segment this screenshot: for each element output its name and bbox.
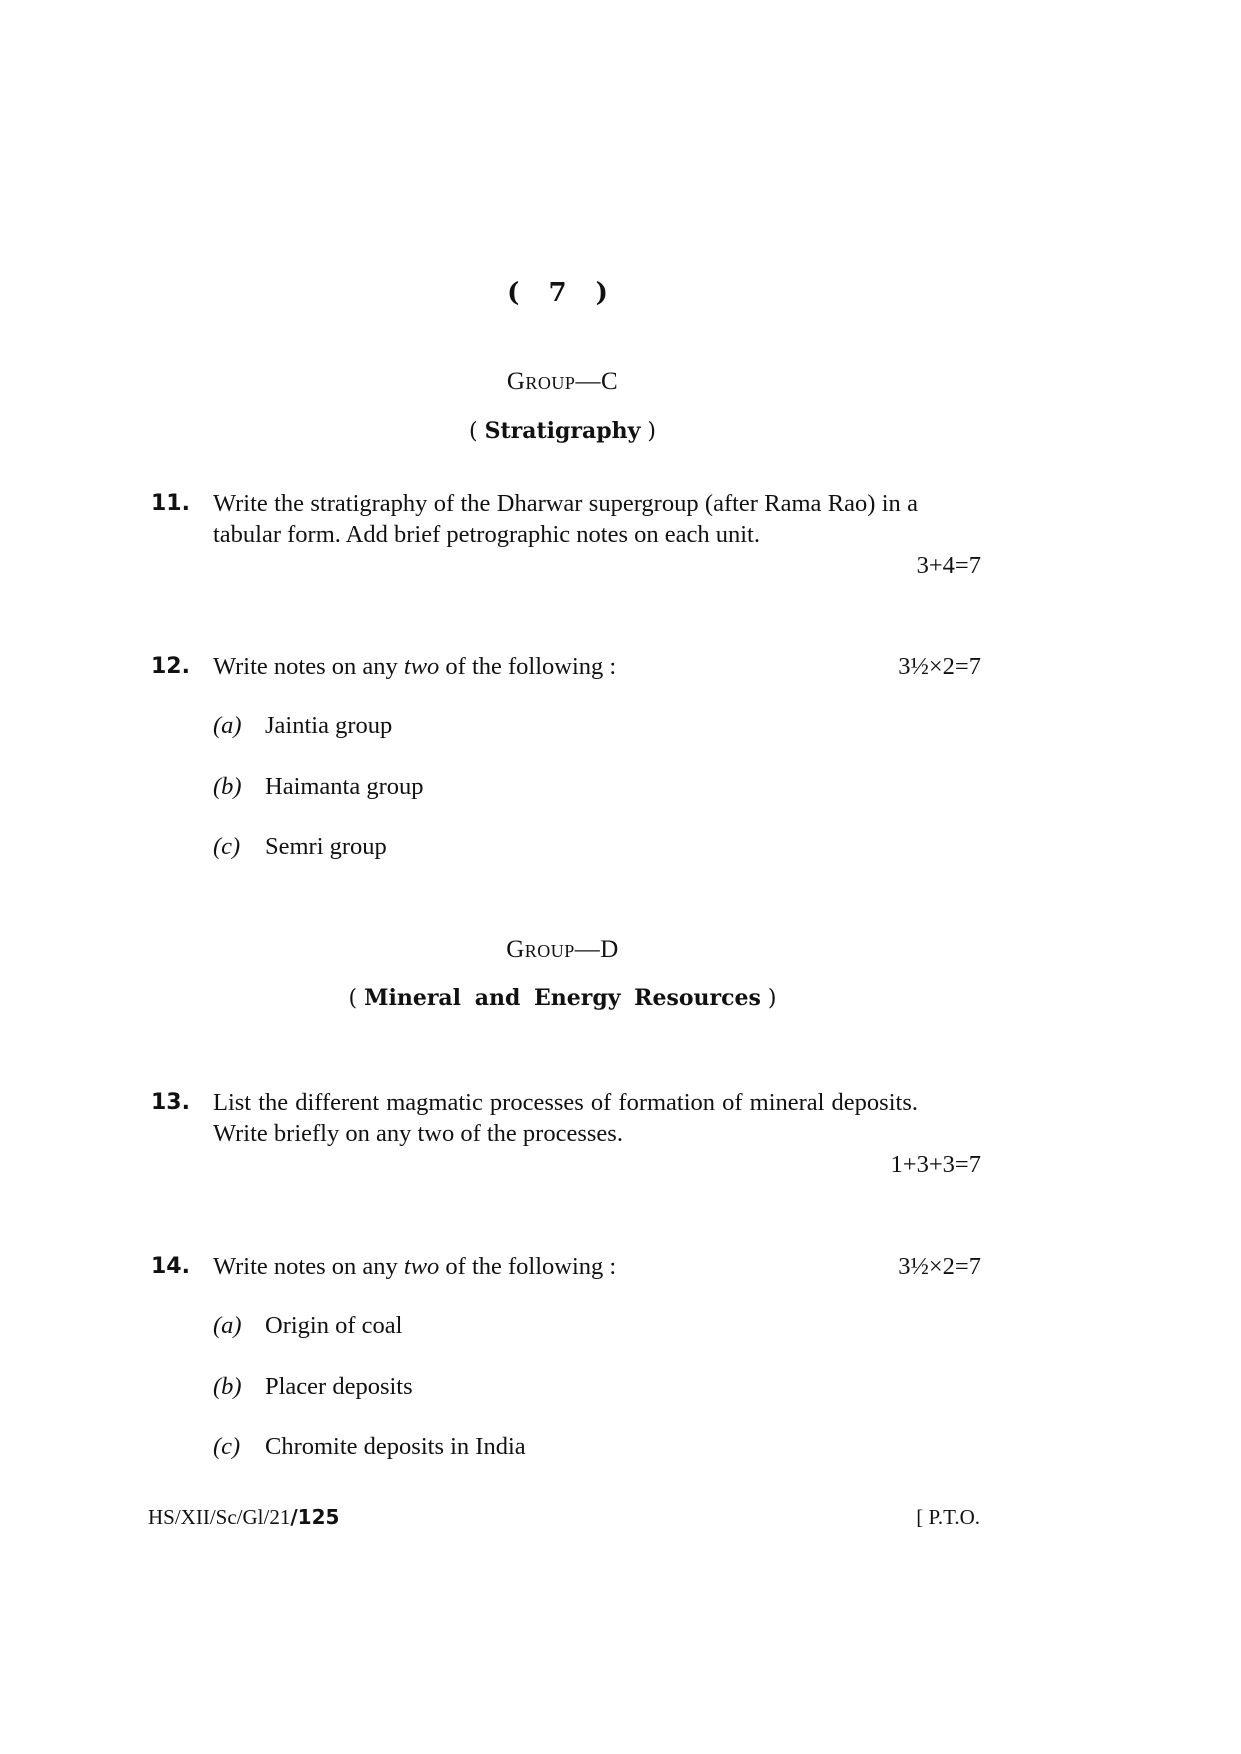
question-text: List the different magmatic processes of formation of mineral deposits. Write briefly on any two of the processes. [213,1089,918,1147]
page-number: ( 7 ) [507,278,618,308]
question-number: 11. [151,491,190,516]
question-11 [151,488,981,579]
option-item: (c) Semri group [213,833,387,860]
question-marks: 3+4=7 [916,552,981,579]
question-marks: 3½×2=7 [898,1253,981,1280]
question-text: Write notes on any two of the following : [213,1253,617,1280]
option-item: (b) Haimanta group [213,773,424,800]
group-d-subtitle: ( Mineral and Energy Resources ) [348,985,777,1011]
question-number: 13. [151,1090,190,1115]
question-marks: 1+3+3=7 [890,1151,981,1178]
group-d-subtitle-text: Mineral and Energy Resources [364,985,761,1011]
group-c-title: Group—C [506,368,619,395]
option-item: (c) Chromite deposits in India [213,1433,526,1460]
question-12 [151,651,981,682]
option-item: (a) Origin of coal [213,1312,403,1339]
question-text: Write the stratigraphy of the Dharwar supergroup (after Rama Rao) in a tabular form. Add brief petrographic notes on each unit. [213,490,918,548]
group-d-title: Group—D [506,936,619,963]
paper-code: HS/XII/Sc/Gl/21/125 [148,1505,340,1529]
pto-label: [ P.T.O. [916,1505,980,1529]
question-text: Write notes on any two of the following : [213,653,617,680]
question-marks: 3½×2=7 [898,653,981,680]
option-item: (b) Placer deposits [213,1373,413,1400]
group-c-subtitle: ( Stratigraphy ) [469,418,656,444]
question-14 [151,1251,981,1282]
question-number: 12. [151,654,190,679]
option-item: (a) Jaintia group [213,712,393,739]
group-c-subtitle-text: Stratigraphy [484,418,641,444]
page-footer [148,1505,980,1530]
question-number: 14. [151,1254,190,1279]
question-13 [151,1087,981,1178]
